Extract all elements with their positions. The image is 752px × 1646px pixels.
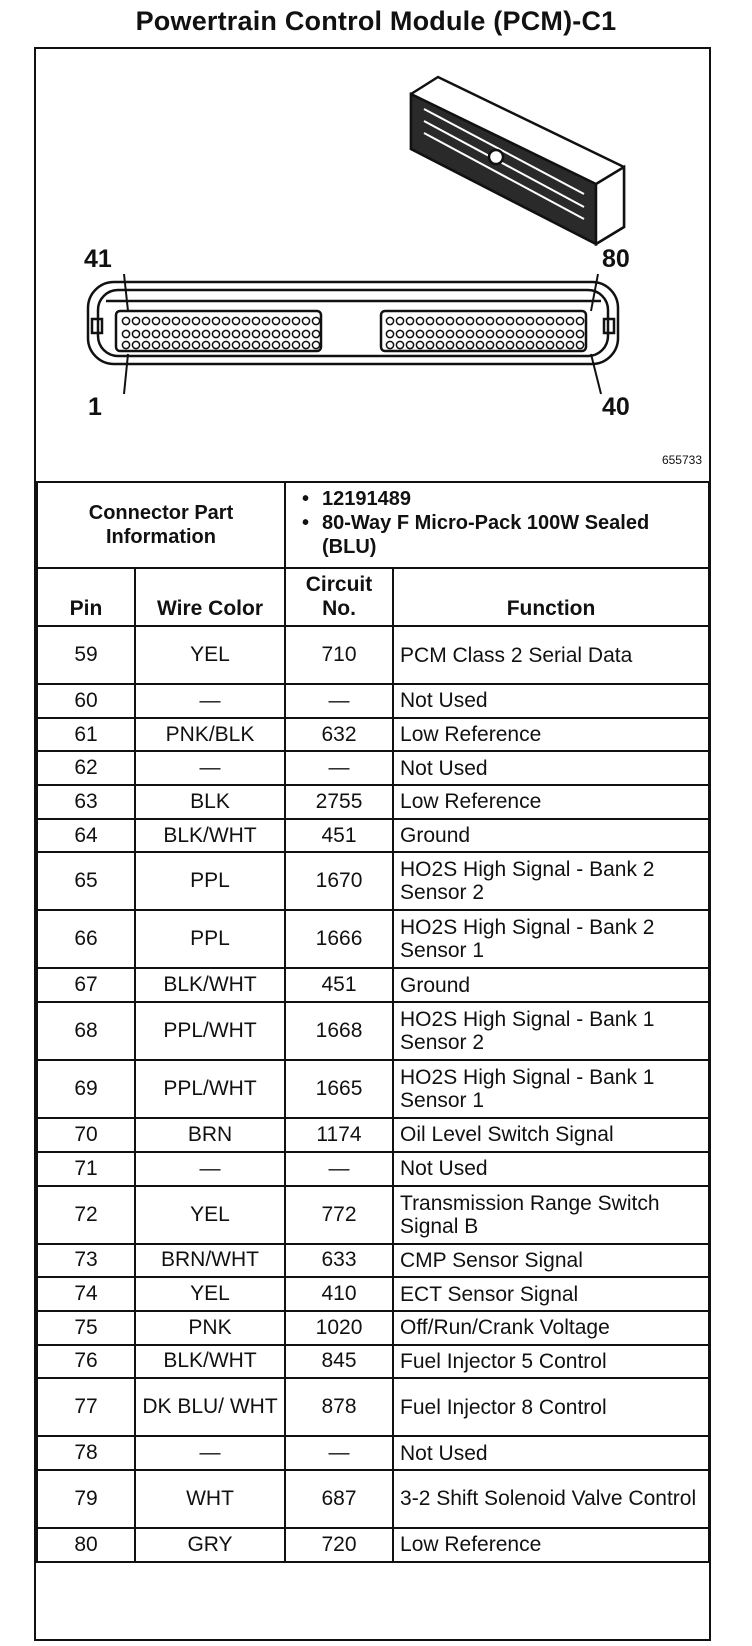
table-row <box>37 1002 709 1060</box>
pin-hole-icon <box>182 341 189 348</box>
wire-color-cell: PNK <box>135 1311 285 1345</box>
pin-hole-icon <box>396 330 403 337</box>
pin-hole-icon <box>486 317 493 324</box>
pin-hole-icon <box>386 330 393 337</box>
pin-hole-icon <box>252 330 259 337</box>
pin-cell: 73 <box>37 1244 135 1278</box>
pin-hole-icon <box>546 330 553 337</box>
pin-hole-icon <box>536 341 543 348</box>
table-row <box>37 1345 709 1379</box>
wire-color-cell: PPL/WHT <box>135 1002 285 1060</box>
function-cell: Fuel Injector 5 Control <box>393 1345 709 1379</box>
pin-hole-icon <box>486 341 493 348</box>
wire-color-cell: BLK/WHT <box>135 1345 285 1379</box>
pin-hole-icon <box>242 317 249 324</box>
pin-cell: 63 <box>37 785 135 819</box>
pin-hole-icon <box>576 341 583 348</box>
pin-hole-icon <box>446 330 453 337</box>
table-row <box>37 1436 709 1470</box>
pin-hole-icon <box>282 341 289 348</box>
wire-color-cell: BRN/WHT <box>135 1244 285 1278</box>
table-row <box>37 968 709 1002</box>
pin-hole-icon <box>406 317 413 324</box>
pin-hole-icon <box>546 317 553 324</box>
pin-hole-icon <box>152 330 159 337</box>
pin-hole-icon <box>446 317 453 324</box>
circuit-cell: — <box>285 751 393 785</box>
table-row <box>37 1118 709 1152</box>
table-row <box>37 819 709 853</box>
pin-hole-icon <box>122 330 129 337</box>
pin-hole-icon <box>526 330 533 337</box>
pin-hole-icon <box>426 317 433 324</box>
pin-hole-icon <box>222 317 229 324</box>
pin-hole-icon <box>192 317 199 324</box>
pin-hole-icon <box>426 330 433 337</box>
pin-hole-icon <box>386 317 393 324</box>
column-header-circuit: Circuit No. <box>285 568 393 626</box>
circuit-cell: 1668 <box>285 1002 393 1060</box>
figure-number: 655733 <box>661 453 702 467</box>
pin-hole-icon <box>272 341 279 348</box>
pin-hole-icon <box>576 317 583 324</box>
pin-hole-icon <box>426 341 433 348</box>
pin-hole-icon <box>132 317 139 324</box>
function-cell: Not Used <box>393 684 709 718</box>
pin-cell: 64 <box>37 819 135 853</box>
pin-hole-icon <box>496 330 503 337</box>
pin-hole-icon <box>466 317 473 324</box>
pin-hole-icon <box>182 330 189 337</box>
pin-hole-icon <box>406 341 413 348</box>
table-row <box>37 1528 709 1562</box>
pin-hole-icon <box>262 317 269 324</box>
pin-hole-icon <box>142 341 149 348</box>
connector-drawing <box>36 49 708 483</box>
function-cell: Low Reference <box>393 785 709 819</box>
pin-hole-icon <box>152 317 159 324</box>
function-cell: HO2S High Signal - Bank 2 Sensor 2 <box>393 852 709 910</box>
circuit-cell: — <box>285 1436 393 1470</box>
pin-hole-icon <box>516 317 523 324</box>
pin-hole-icon <box>576 330 583 337</box>
connector-info-list <box>285 482 709 568</box>
table-row <box>37 852 709 910</box>
wire-color-cell: BLK/WHT <box>135 819 285 853</box>
pin-hole-icon <box>212 330 219 337</box>
pin-hole-icon <box>396 341 403 348</box>
table-row <box>37 684 709 718</box>
function-cell: Not Used <box>393 1152 709 1186</box>
circuit-cell: 1174 <box>285 1118 393 1152</box>
pin-hole-icon <box>282 330 289 337</box>
pin-hole-icon <box>536 317 543 324</box>
pin-cell: 66 <box>37 910 135 968</box>
pin-hole-icon <box>406 330 413 337</box>
pin-cell: 75 <box>37 1311 135 1345</box>
pin-cell: 67 <box>37 968 135 1002</box>
function-cell: Ground <box>393 819 709 853</box>
wire-color-cell: YEL <box>135 1186 285 1244</box>
wire-color-cell: WHT <box>135 1470 285 1528</box>
pin-hole-icon <box>526 341 533 348</box>
pin-hole-icon <box>262 330 269 337</box>
wire-color-cell: PPL <box>135 852 285 910</box>
pin-hole-icon <box>242 341 249 348</box>
pin-hole-icon <box>312 317 319 324</box>
pin-cell: 59 <box>37 626 135 684</box>
pin-hole-icon <box>202 341 209 348</box>
pin-hole-icon <box>172 317 179 324</box>
wire-color-cell: GRY <box>135 1528 285 1562</box>
table-row <box>37 1186 709 1244</box>
pin-cell: 62 <box>37 751 135 785</box>
pin-hole-icon <box>162 341 169 348</box>
table-row <box>37 1152 709 1186</box>
pin-label-41: 41 <box>84 245 112 273</box>
circuit-cell: — <box>285 684 393 718</box>
pin-cell: 77 <box>37 1378 135 1436</box>
pin-hole-icon <box>456 330 463 337</box>
pin-hole-icon <box>312 330 319 337</box>
table-row <box>37 785 709 819</box>
circuit-cell: 410 <box>285 1277 393 1311</box>
connector-part-number: • 12191489 <box>322 487 698 511</box>
wire-color-cell: — <box>135 1436 285 1470</box>
wire-color-cell: DK BLU/ WHT <box>135 1378 285 1436</box>
pin-hole-icon <box>142 330 149 337</box>
pin-hole-icon <box>566 341 573 348</box>
pin-hole-icon <box>192 341 199 348</box>
function-cell: HO2S High Signal - Bank 1 Sensor 1 <box>393 1060 709 1118</box>
pin-hole-icon <box>132 341 139 348</box>
table-row <box>37 1277 709 1311</box>
pin-hole-icon <box>252 317 259 324</box>
connector-description: • 80-Way F Micro-Pack 100W Sealed (BLU) <box>322 511 698 559</box>
pin-hole-icon <box>242 330 249 337</box>
pin-cell: 80 <box>37 1528 135 1562</box>
pin-hole-icon <box>212 341 219 348</box>
pin-hole-icon <box>506 330 513 337</box>
pin-hole-icon <box>142 317 149 324</box>
function-cell: Transmission Range Switch Signal B <box>393 1186 709 1244</box>
pin-label-80: 80 <box>602 245 630 273</box>
pin-hole-icon <box>416 317 423 324</box>
pin-hole-icon <box>192 330 199 337</box>
wire-color-cell: BLK/WHT <box>135 968 285 1002</box>
function-cell: CMP Sensor Signal <box>393 1244 709 1278</box>
pin-hole-icon <box>496 341 503 348</box>
column-header-function: Function <box>393 568 709 626</box>
wire-color-cell: BLK <box>135 785 285 819</box>
pin-hole-icon <box>232 330 239 337</box>
pin-hole-icon <box>272 330 279 337</box>
pin-hole-icon <box>456 317 463 324</box>
function-cell: Oil Level Switch Signal <box>393 1118 709 1152</box>
pin-hole-icon <box>436 341 443 348</box>
table-row <box>37 1244 709 1278</box>
pin-hole-icon <box>476 341 483 348</box>
pin-hole-icon <box>212 317 219 324</box>
table-row <box>37 1311 709 1345</box>
pin-cell: 65 <box>37 852 135 910</box>
circuit-cell: 632 <box>285 718 393 752</box>
pin-hole-icon <box>476 317 483 324</box>
pin-hole-icon <box>272 317 279 324</box>
pin-hole-icon <box>446 341 453 348</box>
pin-hole-icon <box>302 317 309 324</box>
pin-hole-icon <box>312 341 319 348</box>
table-header-row <box>37 568 709 626</box>
page-title: Powertrain Control Module (PCM)-C1 <box>135 6 617 36</box>
pin-hole-icon <box>566 317 573 324</box>
wire-color-cell: YEL <box>135 626 285 684</box>
table-row <box>37 910 709 968</box>
circuit-cell: 1020 <box>285 1311 393 1345</box>
pin-hole-icon <box>536 330 543 337</box>
pin-hole-icon <box>172 330 179 337</box>
pin-cell: 74 <box>37 1277 135 1311</box>
function-cell: Off/Run/Crank Voltage <box>393 1311 709 1345</box>
circuit-cell: 878 <box>285 1378 393 1436</box>
pin-hole-icon <box>262 341 269 348</box>
pin-hole-icon <box>506 317 513 324</box>
wire-color-cell: BRN <box>135 1118 285 1152</box>
function-cell: HO2S High Signal - Bank 1 Sensor 2 <box>393 1002 709 1060</box>
function-cell: ECT Sensor Signal <box>393 1277 709 1311</box>
circuit-cell: 633 <box>285 1244 393 1278</box>
pin-hole-icon <box>202 317 209 324</box>
table-row <box>37 751 709 785</box>
circuit-cell: 772 <box>285 1186 393 1244</box>
pin-cell: 61 <box>37 718 135 752</box>
pin-cell: 69 <box>37 1060 135 1118</box>
pin-hole-icon <box>546 341 553 348</box>
pin-hole-icon <box>182 317 189 324</box>
column-header-wire-color: Wire Color <box>135 568 285 626</box>
pin-hole-icon <box>292 341 299 348</box>
function-cell: Not Used <box>393 1436 709 1470</box>
function-cell: Ground <box>393 968 709 1002</box>
pin-hole-icon <box>556 317 563 324</box>
function-cell: PCM Class 2 Serial Data <box>393 626 709 684</box>
wire-color-cell: — <box>135 1152 285 1186</box>
pin-hole-icon <box>476 330 483 337</box>
pin-hole-icon <box>282 317 289 324</box>
function-cell: Fuel Injector 8 Control <box>393 1378 709 1436</box>
table-row <box>37 626 709 684</box>
circuit-cell: 720 <box>285 1528 393 1562</box>
pin-hole-icon <box>566 330 573 337</box>
pin-hole-icon <box>162 317 169 324</box>
pin-hole-icon <box>152 341 159 348</box>
pin-label-1: 1 <box>88 393 102 421</box>
function-cell: Low Reference <box>393 718 709 752</box>
circuit-cell: — <box>285 1152 393 1186</box>
pin-cell: 70 <box>37 1118 135 1152</box>
pin-cell: 79 <box>37 1470 135 1528</box>
pin-hole-icon <box>556 341 563 348</box>
pin-hole-icon <box>222 330 229 337</box>
wire-color-cell: — <box>135 751 285 785</box>
connector-pins-icon <box>122 317 583 348</box>
function-cell: Low Reference <box>393 1528 709 1562</box>
pin-hole-icon <box>556 330 563 337</box>
pin-hole-icon <box>232 341 239 348</box>
circuit-cell: 1666 <box>285 910 393 968</box>
function-cell: Not Used <box>393 751 709 785</box>
connector-frame <box>34 47 711 1641</box>
connector-info-heading: Connector Part Information <box>37 482 285 568</box>
pin-cell: 78 <box>37 1436 135 1470</box>
pin-hole-icon <box>202 330 209 337</box>
wire-color-cell: YEL <box>135 1277 285 1311</box>
pin-hole-icon <box>302 330 309 337</box>
pin-hole-icon <box>416 330 423 337</box>
pin-hole-icon <box>496 317 503 324</box>
function-cell: HO2S High Signal - Bank 2 Sensor 1 <box>393 910 709 968</box>
circuit-cell: 451 <box>285 819 393 853</box>
pin-hole-icon <box>252 341 259 348</box>
pin-hole-icon <box>292 330 299 337</box>
wire-color-cell: PNK/BLK <box>135 718 285 752</box>
circuit-cell: 845 <box>285 1345 393 1379</box>
circuit-cell: 1670 <box>285 852 393 910</box>
table-row <box>37 718 709 752</box>
circuit-cell: 687 <box>285 1470 393 1528</box>
pin-hole-icon <box>486 330 493 337</box>
table-row <box>37 1378 709 1436</box>
pin-hole-icon <box>466 341 473 348</box>
pin-hole-icon <box>292 317 299 324</box>
circuit-cell: 2755 <box>285 785 393 819</box>
pin-hole-icon <box>232 317 239 324</box>
pin-cell: 72 <box>37 1186 135 1244</box>
pin-hole-icon <box>122 341 129 348</box>
pin-hole-icon <box>436 330 443 337</box>
pin-hole-icon <box>526 317 533 324</box>
pin-hole-icon <box>122 317 129 324</box>
pin-hole-icon <box>516 341 523 348</box>
function-cell: 3-2 Shift Solenoid Valve Control <box>393 1470 709 1528</box>
pin-hole-icon <box>436 317 443 324</box>
pinout-table <box>36 481 710 1563</box>
pin-hole-icon <box>396 317 403 324</box>
pin-hole-icon <box>132 330 139 337</box>
table-row <box>37 1060 709 1118</box>
pin-cell: 76 <box>37 1345 135 1379</box>
pin-cell: 68 <box>37 1002 135 1060</box>
pin-hole-icon <box>416 341 423 348</box>
circuit-cell: 451 <box>285 968 393 1002</box>
table-row <box>37 1470 709 1528</box>
wire-color-cell: PPL <box>135 910 285 968</box>
pin-hole-icon <box>456 341 463 348</box>
wire-color-cell: — <box>135 684 285 718</box>
pin-cell: 71 <box>37 1152 135 1186</box>
wire-color-cell: PPL/WHT <box>135 1060 285 1118</box>
column-header-pin: Pin <box>37 568 135 626</box>
pin-label-40: 40 <box>602 393 630 421</box>
circuit-cell: 710 <box>285 626 393 684</box>
pin-hole-icon <box>466 330 473 337</box>
pin-hole-icon <box>222 341 229 348</box>
pin-hole-icon <box>302 341 309 348</box>
pin-hole-icon <box>516 330 523 337</box>
connector-info-row <box>37 482 709 568</box>
connector-3d-icon <box>411 77 624 244</box>
circuit-cell: 1665 <box>285 1060 393 1118</box>
pin-cell: 60 <box>37 684 135 718</box>
pin-hole-icon <box>506 341 513 348</box>
pin-hole-icon <box>172 341 179 348</box>
pin-hole-icon <box>386 341 393 348</box>
pin-hole-icon <box>162 330 169 337</box>
